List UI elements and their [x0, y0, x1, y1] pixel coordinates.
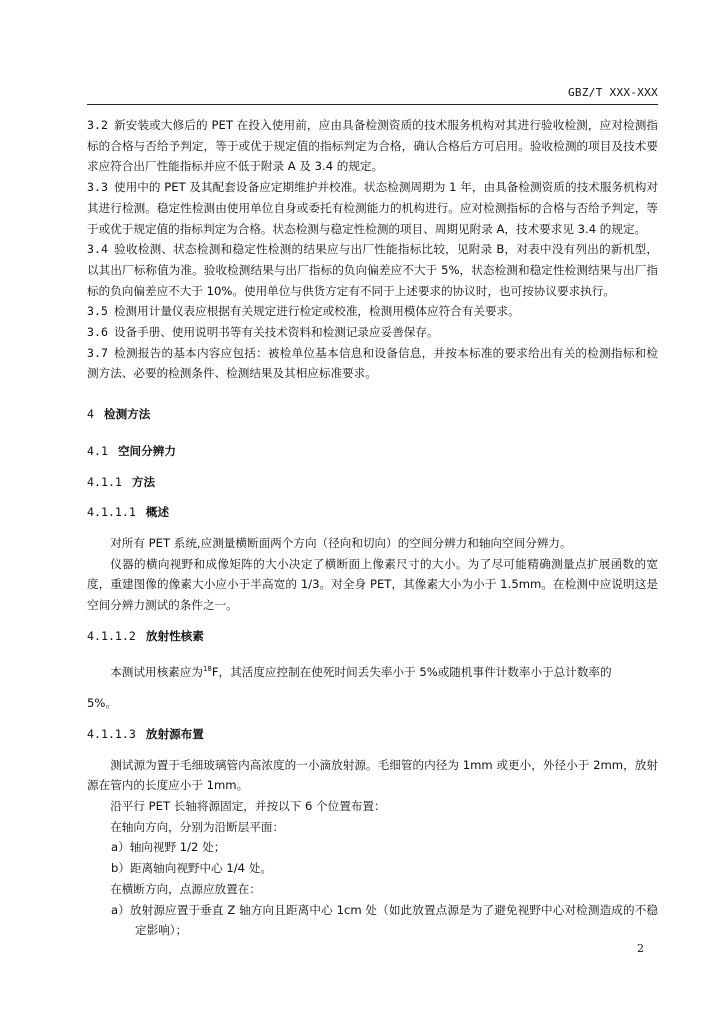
- clause-text: 设备手册、使用说明书等有关技术资料和检测记录应妥善保存。: [113, 325, 439, 340]
- axial-list-item-b: b）距离轴向视野中心 1/4 处。: [111, 861, 272, 876]
- clause-text: 使用中的 PET 及其配套设备应定期维护并校准。状态检测周期为 1 年，由具备检测资质的技术服务机构对其进行检测。稳定性检测由使用单位自身或委托有检测能力的机构进行。应对检测指标的合格与否给予判定，等于或优于规定值的指标判定为合格。状态检测与稳定性检测的项目、周期见附录 A，技术要求见 3.4 的规定。: [87, 180, 658, 236]
- source-paragraph-3: 在轴向方向，分别为沿断层平面：: [110, 819, 285, 834]
- heading-4-1-1-2: [87, 626, 658, 647]
- document-code: GBZ/T XXX-XXX: [568, 86, 658, 99]
- heading-number: 4.1.1: [87, 474, 122, 489]
- clause-number: 3.4: [87, 242, 108, 257]
- clause-3-6: [87, 322, 658, 343]
- heading-4-1: [87, 441, 658, 462]
- clause-number: 3.6: [87, 325, 108, 340]
- clause-text: 检测用计量仪表应根据有关规定进行检定或校准，检测用模体应符合有关要求。: [113, 304, 520, 319]
- clause-number: 3.5: [87, 304, 108, 319]
- heading-title: 检测方法: [103, 407, 151, 422]
- heading-number: 4.1.1.1: [87, 505, 136, 520]
- transverse-list-item-a: [87, 900, 658, 941]
- clause-number: 3.3: [87, 180, 108, 195]
- heading-number: 4.1.1.3: [87, 726, 136, 741]
- nuclide-paragraph: [87, 662, 658, 683]
- heading-title: 放射源布置: [145, 726, 204, 741]
- mass-number-superscript: 18: [202, 665, 212, 674]
- clause-3-4: [87, 239, 658, 301]
- clause-3-5: [87, 301, 658, 322]
- heading-number: 4: [87, 407, 94, 422]
- clause-number: 3.2: [87, 118, 108, 132]
- document-body: [87, 115, 658, 941]
- clause-3-3: [87, 177, 658, 239]
- page-number: 2: [637, 942, 644, 955]
- axial-list-item-a: a）轴向视野 1/2 处；: [111, 840, 226, 855]
- nuclide-paragraph-tail: 5%。: [87, 696, 117, 711]
- source-paragraph-4: 在横断方向，点源应放置在：: [110, 881, 261, 896]
- clause-text: 验收检测、状态检测和稳定性检测的结果应与出厂性能指标比较，见附录 B，对表中没有列出的新机型，以其出厂标称值为准。验收检测结果与出厂指标的负向偏差应不大于 5%，状态检测和稳定性检测结果与出厂指标的负向偏差应不大于 10%。使用单位与供货方定有不同于上述要求的协议时，也可按协议要求执行。: [87, 242, 658, 298]
- heading-number: 4.1: [87, 443, 108, 458]
- heading-title: 空间分辨力: [117, 443, 176, 458]
- heading-number: 4.1.1.2: [87, 628, 136, 643]
- heading-title: 概述: [145, 505, 170, 520]
- overview-paragraph-1: 对所有 PET 系统,应测量横断面两个方向（径向和切向）的空间分辨力和轴向空间分辨力。: [110, 535, 572, 550]
- heading-4: [87, 404, 658, 425]
- header-rule: [87, 104, 658, 105]
- clause-3-7: [87, 343, 658, 384]
- clause-text: 新安装或大修后的 PET 在投入使用前，应由具备检测资质的技术服务机构对其进行验收检测，应对检测指标的合格与否给予判定，等于或优于规定值的指标判定为合格，确认合格后方可启用。验收检测的项目及技术要求应符合出厂性能指标并应不低于附录 A 及 3.4 的规定。: [87, 118, 658, 174]
- source-paragraph-2: 沿平行 PET 长轴将源固定，并按以下 6 个位置布置：: [110, 798, 386, 813]
- list-item-text: a）放射源应置于垂直 Z 轴方向且距离中心 1cm 处（如此放置点源是为了避免视野中心对检测造成的不稳定影响）；: [111, 902, 658, 938]
- nuclide-text-after: F，其活度应控制在使死时间丢失率小于 5%或随机事件计数率小于总计数率的: [211, 665, 612, 680]
- heading-4-1-1-1: [87, 502, 658, 523]
- nuclide-text-before: 本测试用核素应为: [110, 665, 203, 680]
- clause-number: 3.7: [87, 345, 108, 360]
- heading-title: 方法: [131, 474, 156, 489]
- heading-4-1-1: [87, 472, 658, 493]
- source-paragraph-1: 测试源为置于毛细玻璃管内高浓度的一小滴放射源。毛细管的内径为 1mm 或更小，外径小于 2mm，放射源在管内的长度应小于 1mm。: [87, 757, 658, 793]
- heading-title: 放射性核素: [145, 628, 204, 643]
- overview-paragraph-2: 仪器的横向视野和成像矩阵的大小决定了横断面上像素尺寸的大小。为了尽可能精确测量点扩展函数的宽度，重建图像的像素大小应小于半高宽的 1/3。对全身 PET，其像素大小为小于 1.5mm。在检测中应说明这是空间分辨力测试的条件之一。: [87, 556, 658, 613]
- clause-text: 检测报告的基本内容应包括：被检单位基本信息和设备信息，并按本标准的要求给出有关的检测指标和检测方法、必要的检测条件、检测结果及其相应标准要求。: [87, 345, 658, 381]
- heading-4-1-1-3: [87, 724, 658, 745]
- clause-3-2: [87, 115, 658, 177]
